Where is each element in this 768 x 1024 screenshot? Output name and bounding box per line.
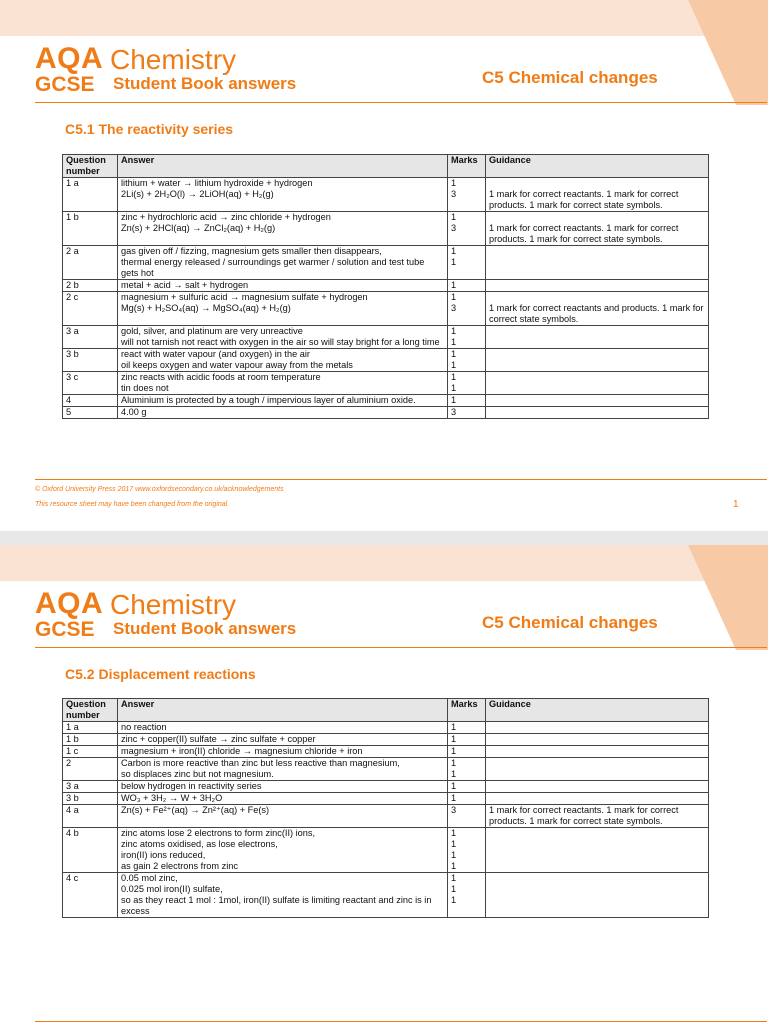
answer-line: zinc + hydrochloric acid → zinc chloride + hydrogen [121, 212, 331, 222]
answer-line: Aluminium is protected by a tough / impervious layer of aluminium oxide. [121, 395, 416, 405]
section-title: C5.2 Displacement reactions [65, 666, 256, 682]
guidance-cell [486, 746, 709, 758]
answer-line: WO₃ + 3H₂ → W + 3H₂O [121, 793, 223, 803]
guidance-text: 1 mark for correct reactants. 1 mark for correct products. 1 mark for correct state symbols. [489, 805, 679, 826]
answer-cell [118, 349, 448, 372]
answer-cell [118, 280, 448, 292]
table-row [63, 407, 709, 419]
table-row [63, 292, 709, 326]
guidance-cell [486, 292, 709, 326]
answer-cell [118, 746, 448, 758]
guidance-text: 1 mark for correct reactants. 1 mark for correct products. 1 mark for correct state symbols. [489, 223, 679, 244]
mark-value: 1 [451, 360, 457, 370]
marks-cell [448, 395, 486, 407]
answer-cell [118, 212, 448, 246]
table-row [63, 793, 709, 805]
question-number: 4 b [63, 828, 118, 873]
mark-value: 3 [451, 223, 457, 233]
table-row [63, 212, 709, 246]
question-number: 3 b [63, 349, 118, 372]
marks-cell [448, 246, 486, 280]
marks-cell [448, 372, 486, 395]
answer-line: zinc atoms oxidised, as lose electrons, [121, 839, 278, 849]
answer-line: Zn(s) + 2HCl(aq) → ZnCl₂(aq) + H₂(g) [121, 223, 276, 233]
mark-value: 1 [451, 178, 457, 188]
mark-value: 1 [451, 746, 457, 756]
answer-cell [118, 734, 448, 746]
header-answer: Answer [118, 155, 448, 178]
guidance-text [489, 212, 705, 223]
guidance-cell [486, 793, 709, 805]
answer-cell [118, 828, 448, 873]
guidance-cell [486, 734, 709, 746]
guidance-cell [486, 212, 709, 246]
logo-chemistry: Chemistry [110, 589, 237, 620]
mark-value: 1 [451, 280, 457, 290]
marks-cell [448, 734, 486, 746]
marks-cell [448, 280, 486, 292]
table-row [63, 781, 709, 793]
answers-table [62, 698, 709, 918]
marks-cell [448, 178, 486, 212]
top-band [0, 545, 768, 581]
answer-line: iron(II) ions reduced, [121, 850, 206, 860]
mark-value: 3 [451, 407, 457, 417]
answer-line: lithium + water → lithium hydroxide + hydrogen [121, 178, 313, 188]
mark-value: 1 [451, 895, 457, 905]
guidance-cell [486, 781, 709, 793]
guidance-text: 1 mark for correct reactants. 1 mark for correct products. 1 mark for correct state symbols. [489, 189, 679, 210]
answer-cell [118, 246, 448, 280]
header-answer: Answer [118, 699, 448, 722]
footer-rule [35, 1021, 767, 1022]
answer-line: thermal energy released / surroundings get warmer / solution and test tube gets hot [121, 257, 425, 278]
footer-copyright: © Oxford University Press 2017 www.oxfordsecondary.co.uk/acknowledgements [35, 486, 284, 493]
mark-value: 1 [451, 383, 457, 393]
table-row [63, 722, 709, 734]
mark-value: 1 [451, 246, 457, 256]
question-number: 4 [63, 395, 118, 407]
header-guidance: Guidance [486, 699, 709, 722]
section-title: C5.1 The reactivity series [65, 121, 234, 137]
header-rule [35, 647, 767, 648]
answer-line: as gain 2 electrons from zinc [121, 861, 238, 871]
marks-cell [448, 781, 486, 793]
mark-value: 1 [451, 828, 457, 838]
guidance-cell [486, 280, 709, 292]
guidance-cell [486, 828, 709, 873]
question-number: 1 c [63, 746, 118, 758]
mark-value: 1 [451, 395, 457, 405]
mark-value: 1 [451, 884, 457, 894]
guidance-cell [486, 326, 709, 349]
question-number: 3 b [63, 793, 118, 805]
mark-value: 1 [451, 212, 457, 222]
guidance-text [489, 178, 705, 189]
guidance-cell [486, 395, 709, 407]
answer-cell [118, 781, 448, 793]
mark-value: 1 [451, 873, 457, 883]
answer-cell [118, 873, 448, 918]
guidance-text: 1 mark for correct reactants and products. 1 mark for correct state symbols. [489, 303, 704, 324]
header-rule [35, 102, 767, 103]
answer-line: zinc atoms lose 2 electrons to form zinc(II) ions, [121, 828, 316, 838]
header-marks: Marks [448, 155, 486, 178]
table-row [63, 746, 709, 758]
table-row [63, 178, 709, 212]
marks-cell [448, 758, 486, 781]
answer-line: so displaces zinc but not magnesium. [121, 769, 274, 779]
page-2 [0, 545, 768, 1024]
answers-table [62, 154, 709, 419]
table-row [63, 395, 709, 407]
guidance-cell [486, 805, 709, 828]
mark-value: 1 [451, 292, 457, 302]
mark-value: 1 [451, 326, 457, 336]
question-number: 2 [63, 758, 118, 781]
marks-cell [448, 793, 486, 805]
answer-cell [118, 722, 448, 734]
guidance-cell [486, 722, 709, 734]
corner-decoration [688, 0, 768, 105]
answer-cell [118, 407, 448, 419]
book-title: Student Book answers [113, 74, 297, 93]
marks-cell [448, 292, 486, 326]
page-number: 1 [733, 499, 739, 510]
answer-line: zinc + copper(II) sulfate → zinc sulfate + copper [121, 734, 316, 744]
question-number: 1 a [63, 722, 118, 734]
header-guidance: Guidance [486, 155, 709, 178]
marks-cell [448, 828, 486, 873]
header-marks: Marks [448, 699, 486, 722]
mark-value: 1 [451, 850, 457, 860]
marks-cell [448, 805, 486, 828]
answer-cell [118, 395, 448, 407]
logo-aqa: AQA [35, 587, 104, 620]
guidance-cell [486, 873, 709, 918]
marks-cell [448, 746, 486, 758]
corner-decoration [688, 545, 768, 650]
footer-note: This resource sheet may have been changed from the original. [35, 501, 230, 508]
question-number: 2 b [63, 280, 118, 292]
table-header-row [63, 155, 709, 178]
answer-line: zinc reacts with acidic foods at room temperature [121, 372, 321, 382]
guidance-cell [486, 372, 709, 395]
marks-cell [448, 212, 486, 246]
table-row [63, 280, 709, 292]
question-number: 4 a [63, 805, 118, 828]
answer-line: 0.025 mol iron(II) sulfate, [121, 884, 223, 894]
mark-value: 1 [451, 781, 457, 791]
answer-line: oil keeps oxygen and water vapour away from the metals [121, 360, 353, 370]
answer-line: gold, silver, and platinum are very unreactive [121, 326, 303, 336]
answer-line: 4.00 g [121, 407, 147, 417]
logo-chemistry: Chemistry [110, 44, 237, 75]
answer-cell [118, 326, 448, 349]
answer-cell [118, 758, 448, 781]
question-number: 2 c [63, 292, 118, 326]
mark-value: 1 [451, 769, 457, 779]
book-title: Student Book answers [113, 619, 297, 638]
top-band [0, 0, 768, 36]
table-row [63, 758, 709, 781]
answer-line: magnesium + sulfuric acid → magnesium sulfate + hydrogen [121, 292, 368, 302]
question-number: 1 b [63, 734, 118, 746]
answer-line: 2Li(s) + 2H₂O(l) → 2LiOH(aq) + H₂(g) [121, 189, 274, 199]
table-row [63, 734, 709, 746]
mark-value: 1 [451, 257, 457, 267]
question-number: 3 a [63, 781, 118, 793]
answer-cell [118, 292, 448, 326]
mark-value: 1 [451, 349, 457, 359]
question-number: 5 [63, 407, 118, 419]
table-row [63, 873, 709, 918]
mark-value: 1 [451, 722, 457, 732]
marks-cell [448, 407, 486, 419]
guidance-cell [486, 246, 709, 280]
table-row [63, 372, 709, 395]
mark-value: 3 [451, 189, 457, 199]
question-number: 1 b [63, 212, 118, 246]
logo-gcse: GCSE [35, 73, 95, 96]
marks-cell [448, 326, 486, 349]
table-row [63, 349, 709, 372]
guidance-cell [486, 178, 709, 212]
mark-value: 1 [451, 734, 457, 744]
answer-line: 0.05 mol zinc, [121, 873, 178, 883]
mark-value: 1 [451, 372, 457, 382]
answer-line: Mg(s) + H₂SO₄(aq) → MgSO₄(aq) + H₂(g) [121, 303, 291, 313]
mark-value: 1 [451, 793, 457, 803]
answer-cell [118, 805, 448, 828]
answer-line: Zn(s) + Fe²⁺(aq) → Zn²⁺(aq) + Fe(s) [121, 805, 270, 815]
question-number: 3 a [63, 326, 118, 349]
chapter-title: C5 Chemical changes [482, 613, 658, 632]
header-question-number: Question number [63, 155, 118, 178]
table-row [63, 326, 709, 349]
answer-line: magnesium + iron(II) chloride → magnesium chloride + iron [121, 746, 363, 756]
table-row [63, 805, 709, 828]
marks-cell [448, 722, 486, 734]
answer-line: will not tarnish not react with oxygen in the air so will stay bright for a long time [121, 337, 440, 347]
mark-value: 1 [451, 839, 457, 849]
answer-line: no reaction [121, 722, 167, 732]
mark-value: 1 [451, 337, 457, 347]
table-row [63, 828, 709, 873]
logo-gcse: GCSE [35, 618, 95, 641]
mark-value: 3 [451, 805, 457, 815]
answer-line: Carbon is more reactive than zinc but less reactive than magnesium, [121, 758, 400, 768]
answer-cell [118, 178, 448, 212]
answer-cell [118, 372, 448, 395]
question-number: 1 a [63, 178, 118, 212]
mark-value: 1 [451, 861, 457, 871]
answer-cell [118, 793, 448, 805]
question-number: 4 c [63, 873, 118, 918]
answer-line: so as they react 1 mol : 1mol, iron(II) sulfate is limiting reactant and zinc is in excess [121, 895, 432, 916]
mark-value: 3 [451, 303, 457, 313]
answer-line: below hydrogen in reactivity series [121, 781, 262, 791]
question-number: 3 c [63, 372, 118, 395]
guidance-text [489, 292, 705, 303]
header-question-number: Question number [63, 699, 118, 722]
answer-line: gas given off / fizzing, magnesium gets smaller then disappears, [121, 246, 382, 256]
marks-cell [448, 873, 486, 918]
guidance-cell [486, 758, 709, 781]
guidance-cell [486, 349, 709, 372]
mark-value: 1 [451, 758, 457, 768]
answer-line: react with water vapour (and oxygen) in the air [121, 349, 310, 359]
question-number: 2 a [63, 246, 118, 280]
guidance-cell [486, 407, 709, 419]
chapter-title: C5 Chemical changes [482, 68, 658, 87]
logo-aqa: AQA [35, 42, 104, 75]
table-header-row [63, 699, 709, 722]
answer-line: tin does not [121, 383, 169, 393]
answer-line: metal + acid → salt + hydrogen [121, 280, 249, 290]
table-row [63, 246, 709, 280]
marks-cell [448, 349, 486, 372]
footer-rule [35, 479, 767, 480]
